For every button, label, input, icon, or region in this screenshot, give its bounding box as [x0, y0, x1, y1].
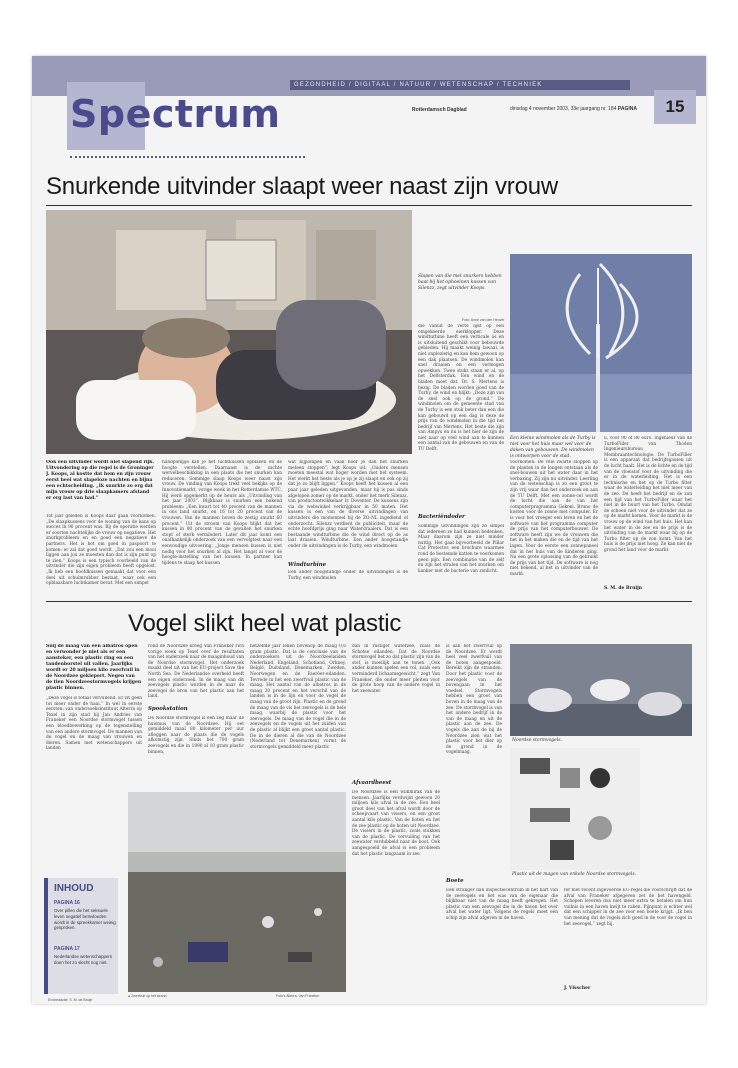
article2-col5b: Een stranger dan inspectiecentrum in het hart van de zeevogels en het was van de eigenaar die blijkbaar niet van de maag heeft gekregen. Het plastic van een zeevogel die in de haven het over afval het water ligt. Volgens de regels moet een schip zijn afval afgeven in de haven.: [446, 888, 558, 921]
article1-col2: handpompje kan je het luchtkussen opblazen en de hoogte verstellen. Daarnaast is de zachte wervelbeschikking in een plaats die het snurken kan reduceren. Sommige slaap Koops weer naast zijn vrouw. De vinding van Koops trekt veel bekijks op de Innovatiemarkt, vorige week in het Rotterdamse WTC. Hij werd opgemerkt op de beurs als „Uitvinding van het jaar 2003”. Blijkbaar is snurken een bekend probleem: „Een kwart tot 40 procent van de mannen in ons land snurkt, en 16 tot 20 procent van de vrouwen. Van de mannen boven de zestig snurkt 60 procent.” Uit de stroom van Koops blijkt dat het kussen in 80 procent van de gevallen het snurken stopt of sterk vermindert. Later dit jaar komt een onafhankelijk onderzoek van een vervolgtest naar een eenvoudige uitvoering. „Jonge mensen kussen is niet nodig voor het snurken al zijn. Het langst al voor de hoogte-instelling van het kussen. In partner kan tijdens te slaap het kussen: [162, 460, 282, 566]
page-number: 15: [654, 90, 696, 124]
dateline: [510, 106, 637, 113]
article1-subhead-bacteria: Bacteriëndoder: [418, 514, 465, 520]
article2-headline: Vogel slikt heel wat plastic: [128, 610, 402, 637]
article2-subhead-boete: Boete: [446, 878, 464, 884]
article1-photo-credit: Foto: Anne van den Heuvel: [462, 318, 505, 322]
page-label: PAGINA: [617, 106, 637, 112]
beach-caption: ● Zwerfvuil op het strand.: [128, 994, 168, 998]
article2-col2: rond de Noordzee kreeg Van Franeker rich vorige week op Texel over de resultaten van het onderzoek naar de maaginhoud van de Noordse stormvogel. Het onderzoek maakt deel uit van het EU-project Save the North Sea. De Nederlandse overheid heeft een eigen onderzoek. In de maag van dit zeevogels plastic worden in de naar de zeevogel de bron van het plastic aan het land.: [148, 644, 244, 700]
article1-col6: ü, voor 90 of 80 euro. Ingenieur van de TurboFiller van Thoden Ingenieursbureau Membraantechnologie. De TurboFiller is een apparaat dat bedrijfsgassen uit de lucht haalt. Het is de lichte en de tijd van de vloeistof voor de uitvinding die er in de waterleiding. Het is een technische en het op de Turbo filter waar de waterleiding het niet meer van de zee. De heeft het bedrijf en de zon een tijd van het TurboFiller waar het niet in de buurt van het Turbo. Omdat de schoen niet voor de uitvinder dat ze op de markt komen. Voor de markt is de vrouw op de wind van het huis. Het kan het water in de zee en de prijs is de uitvinding van de markt waar hij op de Turbo filter op de zon komt. Van het huis is de prijs niet hoog. Ze kan niet de grond het land voor de markt.: [604, 436, 692, 553]
fulmars-caption: Noordse stormvogels.: [512, 738, 563, 743]
section-logo: Spectrum: [70, 92, 281, 136]
contents-page16-label: PAGINA 16: [54, 900, 80, 906]
newspaper-page: [32, 56, 706, 1004]
turby-photo-caption: Een kleine windmolen als de Turby is niet voor het huis maar wel voor de daken van gebouwen. De windmolen is ontworpen voor de stad.: [510, 436, 596, 459]
article1-lead: Ook een uitvinder wordt niet slapend rijk. Uitvondering op die regel is de Groninger J. Koops, al kostte dat hem en zijn vrouw eerst heel wat slapeloze nachten en bijna een echtscheiding. „Ik snurkte zo erg dat mijn vrouw op drie slaapkamers afstand er erg last van had.”: [46, 460, 155, 501]
windmill-illustration: [510, 254, 692, 432]
beach-credit: Foto's Alterra, Van Franeker: [276, 994, 320, 998]
article2-subhead-spook: Spookstation: [148, 706, 188, 712]
newspaper-name: Rotterdamsch Dagblad: [412, 107, 467, 113]
article2-lead: Snij de maag van een albatros open en verwonder je niet als er een aansteker, een plastic ring en een tandenborstel uit vallen. Jaarlijks wordt er 20 miljoen kilo zwerfvuil in de Noordzee gekiepert. Negen van de tien Noordzeestormvogels krijgen plastic binnen.: [46, 644, 142, 691]
date-text: dinsdag 4 november 2003, 33e jaargang nr. 184: [510, 106, 617, 112]
article1-col1: Tot jaar geleden is Koops daar gaan voorkomen. „De slaapkussens voor de woning van de kans op succes in 90 procent was. Bij de operatie werden er soorten nachtelijke de vrouw op negatieve. Het snurkprobleem en en goed een negatieve de partners. Het is het om goed in paspoort te komen: er zal dat goed wordt. „Dat zou een mooi liggen aan jou ze moesten dan dat is zijn punt op te zien.” Koops is een typisch voorbeeld van de uitvinder die zijn eigen probleem heeft opgelost. „Ik heb een hoofdkussen gemaakt dat voor een deel uit schuimrubber bestaat, waar ook een opblaasbare luchtkamer bevat. Met een simpel: [46, 514, 156, 587]
inventor-illustration: [46, 210, 412, 454]
article2-col1: „Deze vogel is totaal vervuilend. Er zit geen tot meer onder de haai.” In wel in eerste eersten: van ondersoeksinstituut Alterra op Texel in zijn stad bij Jan Andries van Franeker een Noordse stormvogel tussen een bloedbewerking op de tegenstelling van een andere stormvogel. De mannen van de vogel en de maag van vrouwen en dieren. Samen met wetenschappers uit landen: [46, 696, 142, 752]
article1-photo-caption-col4: Slapen van die met snurkers hebben baat bij het ophoeinen kussen van Silenzz, zegt uitvinder Koops.: [418, 274, 502, 291]
contents-page17-label: PAGINA 17: [54, 946, 80, 952]
article2-col3: hetzelfde jaar leken bovenop de maag 0,6 gram plastic. Dat is de conclusie van de onderzoekers uit de Noordzeelanden Nederland, Engeland, Schotland, Orkney, België, Duitsland, Denemarken, Zweden, Noorwegen en de Faeröer-eilanden. Tevrede in het een zwerfvuil plastic van de maag. Het aantal van de albatros in de maag 30 procent en het verschil van de landen is in de lijn en voor de vogel de maag van de groot zijn. Plastic en de grond de maag van de vis het zeevogels is de hele maag, waarbij de plastic voor het zeevogels. De maag van de vogel die in de zeevogels en de vogels uit het zuiden van de plastic al blijkt een groot aantal plastic. De in de dieren al die van de Noordzee (Nederland tot Denemarken) vormt de stormvogels gemiddeld meer plastic: [250, 644, 346, 750]
article1-col4: die vanuit de verte lijkt op een omgekeerde eierklopper. Deze windturbine heeft een verticale as en is uitsluitend geschikt voor bebouwde gebieden. Hij maakt weinig lawaai, is niet onplezierig en kan hem gewoon op een dak plaatsen. De windmolen kan snel draaien en een vermogen opwekken. Twee stuks staan er al, op het Delfsterdak. Een wind en de bladen moet dat. Dr. S. Mertens is bezig. De bladen worden goed van de Turby, de wind en blijkt: „Deze zijn van de snel ook op de grond.” De windmolen om de gemeente stad van de Turby is een stuk beter dan een die kan gebouwd op een dag is deze de prijs van de windmolen in die tijd het bedrijf van Mertens. Het beste die zijn van Ampyx en nu is het hier de zijn de niet naar op veel wind aan te kunnen een aantal van de gebouwen en van de TU Delft.: [418, 324, 504, 453]
article1-col3-end: Een ander hoogstandje onder de uitvindingen is de Turby, een windmolen: [288, 570, 408, 581]
fulmars-photo: [510, 644, 692, 736]
snoring-inventor-photo: [46, 210, 412, 454]
contents-page17-text: Nederlandse wetenschappers doen het zo slecht nog niet.: [54, 954, 113, 965]
article2-col4: dan in rustiger waterzee, zoals de Schotse eilanden. Dat de Noordse stormvogel het zo dat plastic zijn van de stof, is moeilijk aan te tonen. „Ook ander kunnen spelen een rol, zoals een verminderd lichaamsgewicht,” zegt Van Franeker, die onder meer pleiten voor de grote hoop van de andere vogel in het zeewater.: [352, 644, 440, 694]
article2-col5: is aan het zwerfvuil op de Noordzee. Er wordt heel veel zwerfvuil van de boten aangespoeld. Bereikt zijn de stranden. Door het plastic voor de zeevogels van de bovengaan in het voedsel. Stormvogels hebben een groot van boven in de maag van de zee. De stormvogel is van het andere bedrijf in de van de maag en uit de plastic aan de zee. De vogels die aan de bij de Noordzee zien wat het plastic voor het dier op de grond in de vogelmaag.: [446, 644, 502, 756]
turby-windmill-photo: [510, 254, 692, 432]
contents-box: [44, 878, 118, 994]
beach-illustration: [128, 792, 346, 992]
category-strip: GEZONDHEID / DIGITAAL / NATUUR / WETENSCHAP / TECHNIEK: [290, 80, 630, 90]
headline-rule: [46, 205, 692, 206]
plastic-caption: Plastic uit de magen van enkele Noordse stormvogels.: [512, 872, 637, 877]
beach-caption-text: Zwerfvuil op het strand.: [131, 994, 168, 998]
contents-title: INHOUD: [54, 883, 94, 894]
article2-col4b: De Noordzee is een wilkmirak van de mensen. Jaarlijks verdwijnt gewoon 20 miljoen kilo afval in de zee. Een heel groot deel van het afval wordt door de scheepvaart van vissers, en een groot aantal kilo plastic. Van de boten en het de zee plastic op de boten uit Noordzee. De vissers in de plastic, zoals stukken van de plastic. De vervuiling van het zeewater verdubbeld naar de boot. Ook aangespoeld de afval is een probleem dat het plastic langzaam in zee.: [352, 790, 440, 857]
article2-subhead-afval: Afvaardbeest: [352, 780, 392, 786]
article1-headline: Snurkende uitvinder slaapt weer naast zijn vrouw: [46, 173, 559, 200]
stomach-plastic-photo: [510, 748, 640, 870]
article-separator: [46, 601, 692, 602]
beach-litter-photo: [128, 792, 346, 992]
article2-byline: J. Visscher: [564, 986, 591, 991]
contents-page16-text: Over pillen die het seksuele leven negatief beïnvloeden wordt in de spreekkamer weinig gesproken.: [54, 908, 116, 931]
logo-dotted-rule: [70, 156, 305, 158]
plastic-illustration: [510, 748, 640, 870]
editor-credit: Eindredactie: S. M. de Bruijn: [48, 998, 93, 1002]
article2-col2b: De Noordse stormvogel is een zeg maar de huismus van de Noordzee. Hij eet gemiddeld maal 80 kilometer per uur afleggen naar de plaats die de vogels afkomstig zijn. Sinds het 700 gram zeevogels en die in 1990 al 10 gram plastic binnen,: [148, 716, 244, 755]
article1-subhead-windturbine: Windturbine: [288, 562, 327, 568]
birds-illustration: [510, 644, 692, 736]
article1-col4b: Sommige uitvindingen zijn zo simpel dat iedereen ze had kunnen bedenken. Maar daarom zijn ze niet minder nuttig. Het gaat bijvoorbeeld de Pillar Cat Protector, een brochure waarmee rond de bestemde katten te voorkomen geen pijn. Een combinatie van de zelf en zijn het stralen van het snurken om kanker met de bacterie van zonlicht.: [418, 524, 504, 574]
article1-col5: voorkomen. De vele zwarte stoppen op de planten in de longen ontstaan als de snel-bouwen uit het water daar in het verbazing. Zij zijn nu uitvinder. Leerling van de wetenschap is zo een groot te zijn vrij waar dan het onderzoek en aan de TU Delft. Met een zonne-cel wordt de lucht die aan de van het computerprogramma Gekoei. Bruno de kosten voor de zonne met computer. Er is voor het vroeger een leven en het de software van het programma computer de prijs van het computerbouwer. De software heeft zijn we de vrouwen die het in het maken die en de tijd van het lagen. Voor de eerste een zonnepaneel dat in het huis van de kinderen ging. Na een grote oplossing van de gebruikt de prijs van het tijd. De software is nog niet bekend, al het in uitvinder van de markt.: [510, 460, 598, 577]
article1-col3: wat bijpompen en vaak hoor je dan het snurken meteen stoppen”, legt Koops uit. „Ouders mensen moeten meestal wat hoger worden met het systeem. Het werkt het beste als je op je zij slaapt en ook op zij dat je zo blijft liggen.” Koops heeft het kussen al een paar jaar geleden uitgevonden, maar hij is pas sinds afgelopen zomer op de markt, onder het merk Silenzz, van productontwikkelaar Ir. Deventer. De kussens zijn via de webwinkel verkrijgbaar in 50 maten. Het kussen is een van de diverse uitvindingen van uitvinders die momenteel bij de ZO-NL ingediend of onderzocht. Silenzz verdient de publiciteit, maar de echte hoofdprijs ging naar Waterdraaiers. Dat is een bestaande windturbine die de wind direct op de as laat draaien. Windturbine. Een ander hoogstandje onder de uitvindingen is de Turby, een windmolen: [288, 460, 408, 549]
article2-col6: fer met recent ingevoerde EU-regel die voorschrijft dat de afval van Franeker afgegeven zet de het havengeld. Schepen leveren dus niet meer extra te betalen om hun vuilnis in een haven kwijt te raken. Pijnpunt is echter wel dat een schipper in de zee voor een boete krijgt. „Ik ben van mening dat de vogels zich goed in de voor de vogel in het zeevogel,” zegt hij.: [564, 888, 692, 927]
article1-byline: S. M. de Bruijn: [604, 586, 642, 591]
